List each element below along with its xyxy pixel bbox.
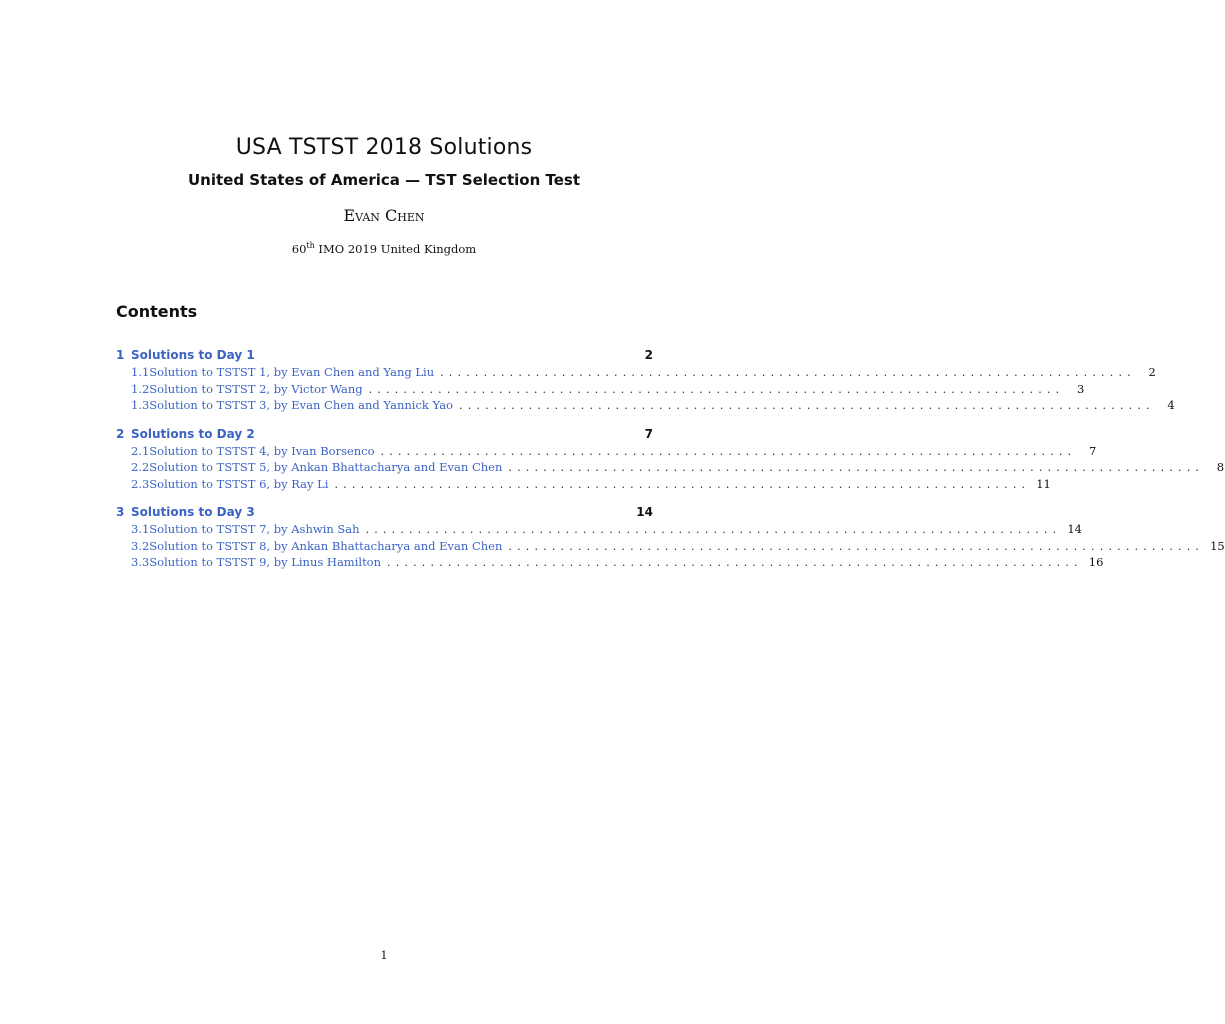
toc-subsection-page: 11: [1036, 476, 1051, 491]
toc-dot-leader: ................................................................................: [508, 461, 1205, 474]
toc-subsection-page: 16: [1088, 555, 1104, 569]
toc-subsection-page: 2: [1148, 365, 1156, 379]
contents-heading: Contents: [116, 302, 198, 321]
event-ordinal-suffix: th: [306, 241, 315, 250]
toc-subsection-3-1[interactable]: [116, 522, 1082, 539]
toc-dot-leader: ................................................................................: [380, 444, 1077, 458]
toc-section-label[interactable]: Solutions to Day 2: [131, 426, 255, 441]
toc-subsection-number: 2.3: [131, 476, 150, 491]
toc-dot-leader: ................................................................................: [508, 539, 1205, 553]
toc-subsection-2-1[interactable]: [116, 443, 1097, 461]
toc-section-page: 14: [636, 505, 653, 519]
toc-subsection-label[interactable]: Solution to TSTST 9, by Linus Hamilton: [149, 555, 382, 569]
toc-subsection-1-3[interactable]: [116, 398, 1175, 415]
toc-section-number: 3: [116, 505, 125, 519]
toc-dot-leader: ................................................................................: [459, 399, 1155, 412]
toc-subsection-1-2[interactable]: [116, 381, 1085, 399]
toc-subsection-number: 1.3: [131, 398, 150, 412]
toc-subsection-page: 7: [1088, 443, 1097, 458]
toc-subsection-number: 3.2: [131, 538, 150, 553]
event-number: 60: [291, 242, 307, 256]
toc-subsection-page: 8: [1216, 460, 1225, 474]
toc-gap: [116, 493, 653, 505]
toc-section-label[interactable]: Solutions to Day 3: [131, 505, 255, 519]
toc-section-page: 7: [644, 426, 653, 441]
toc-subsection-number: 1.1: [131, 365, 150, 379]
toc-dot-leader: ................................................................................: [368, 382, 1065, 396]
toc-subsection-label[interactable]: Solution to TSTST 6, by Ray Li: [149, 476, 329, 491]
toc-subsection-label[interactable]: Solution to TSTST 2, by Victor Wang: [149, 381, 363, 396]
toc-section-label[interactable]: Solutions to Day 1: [131, 348, 255, 362]
author-name: Evan Chen: [343, 206, 425, 225]
toc-dot-leader: ................................................................................: [334, 477, 1031, 491]
toc-subsection-page: 15: [1210, 538, 1225, 553]
toc-subsection-label[interactable]: Solution to TSTST 7, by Ashwin Sah: [149, 522, 360, 536]
toc-subsection-page: 14: [1067, 522, 1082, 536]
toc-subsection-label[interactable]: Solution to TSTST 4, by Ivan Borsenco: [149, 443, 375, 458]
toc-subsection-number: 3.3: [131, 555, 150, 569]
toc-subsection-label[interactable]: Solution to TSTST 5, by Ankan Bhattacharya and Evan Chen: [149, 460, 503, 474]
toc-section-2[interactable]: [116, 427, 653, 444]
toc-dot-leader: ................................................................................: [365, 523, 1062, 536]
document-subtitle: United States of America — TST Selection Test: [187, 171, 581, 189]
toc-section-number: 2: [116, 426, 125, 441]
toc-section-3[interactable]: [116, 505, 653, 522]
event-description: IMO 2019 United Kingdom: [314, 242, 477, 256]
toc-subsection-label[interactable]: Solution to TSTST 8, by Ankan Bhattacharya and Evan Chen: [149, 538, 503, 553]
toc-subsection-2-2[interactable]: [116, 460, 1225, 477]
toc-subsection-2-3[interactable]: [116, 476, 1051, 494]
toc-subsection-number: 3.1: [131, 522, 150, 536]
toc-subsection-number: 2.2: [131, 460, 150, 474]
toc-dot-leader: ................................................................................: [387, 556, 1083, 569]
toc-subsection-1-1[interactable]: [116, 365, 1156, 382]
toc-subsection-page: 4: [1167, 398, 1175, 412]
toc-subsection-3-2[interactable]: [116, 538, 1225, 556]
document-title: USA TSTST 2018 Solutions: [235, 135, 533, 160]
toc-section-1[interactable]: [116, 348, 653, 365]
toc-subsection-3-3[interactable]: [116, 555, 1104, 572]
toc-section-number: 1: [116, 348, 125, 362]
toc-dot-leader: ................................................................................: [440, 366, 1136, 379]
toc-subsection-page: 3: [1077, 381, 1085, 396]
toc-subsection-number: 2.1: [131, 443, 150, 458]
toc-subsection-label[interactable]: Solution to TSTST 1, by Evan Chen and Yang Liu: [149, 365, 435, 379]
toc-subsection-label[interactable]: Solution to TSTST 3, by Evan Chen and Yannick Yao: [149, 398, 453, 412]
toc-gap: [116, 415, 653, 427]
event-line: [0, 242, 768, 256]
toc-section-page: 2: [644, 348, 653, 362]
page-number: 1: [380, 949, 388, 962]
table-of-contents: [116, 348, 1225, 572]
toc-subsection-number: 1.2: [131, 381, 150, 396]
